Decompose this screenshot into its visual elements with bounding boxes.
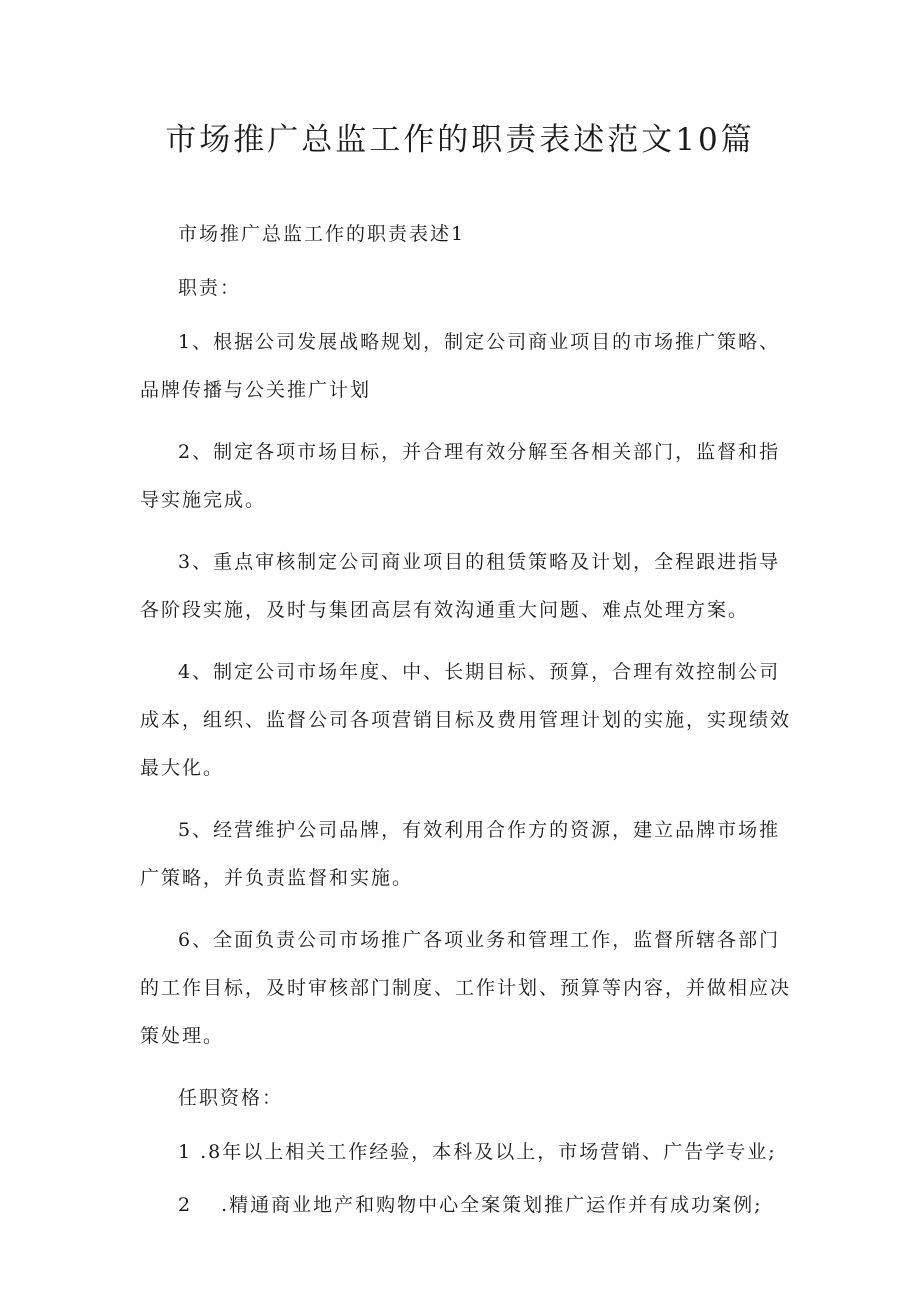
duty-item-2: 2、制定各项市场目标，并合理有效分解至各相关部门，监督和指导实施完成。 — [140, 441, 781, 511]
responsibilities-label: 职责： — [178, 277, 242, 299]
duty-item-6: 6、全面负责公司市场推广各项业务和管理工作，监督所辖各部门的工作目标，及时审核部门制度、工作计划、预算等内容，并做相应决策处理。 — [140, 929, 792, 1047]
section-heading: 市场推广总监工作的职责表述1 — [178, 223, 466, 245]
duty-item-5: 5、经营维护公司品牌，有效利用合作方的资源，建立品牌市场推广策略，并负责监督和实施。 — [140, 819, 781, 889]
document-title: 市场推广总监工作的职责表述范文10篇 — [165, 122, 755, 158]
duty-item-1: 1、根据公司发展战略规划，制定公司商业项目的市场推广策略、品牌传播与公关推广计划 — [140, 331, 781, 401]
document-body — [140, 210, 800, 1234]
qualifications-label: 任职资格： — [178, 1087, 284, 1109]
qualification-item-2: 2 .精通商业地产和购物中心全案策划推广运作并有成功案例; — [178, 1194, 763, 1216]
duty-item-3: 3、重点审核制定公司商业项目的租赁策略及计划，全程跟进指导各阶段实施，及时与集团高层有效沟通重大问题、难点处理方案。 — [140, 551, 781, 621]
duty-item-4: 4、制定公司市场年度、中、长期目标、预算，合理有效控制公司成本，组织、监督公司各项营销目标及费用管理计划的实施，实现绩效最大化。 — [140, 661, 792, 779]
qualification-item-1: 1 .8年以上相关工作经验，本科及以上，市场营销、广告学专业; — [178, 1141, 777, 1163]
